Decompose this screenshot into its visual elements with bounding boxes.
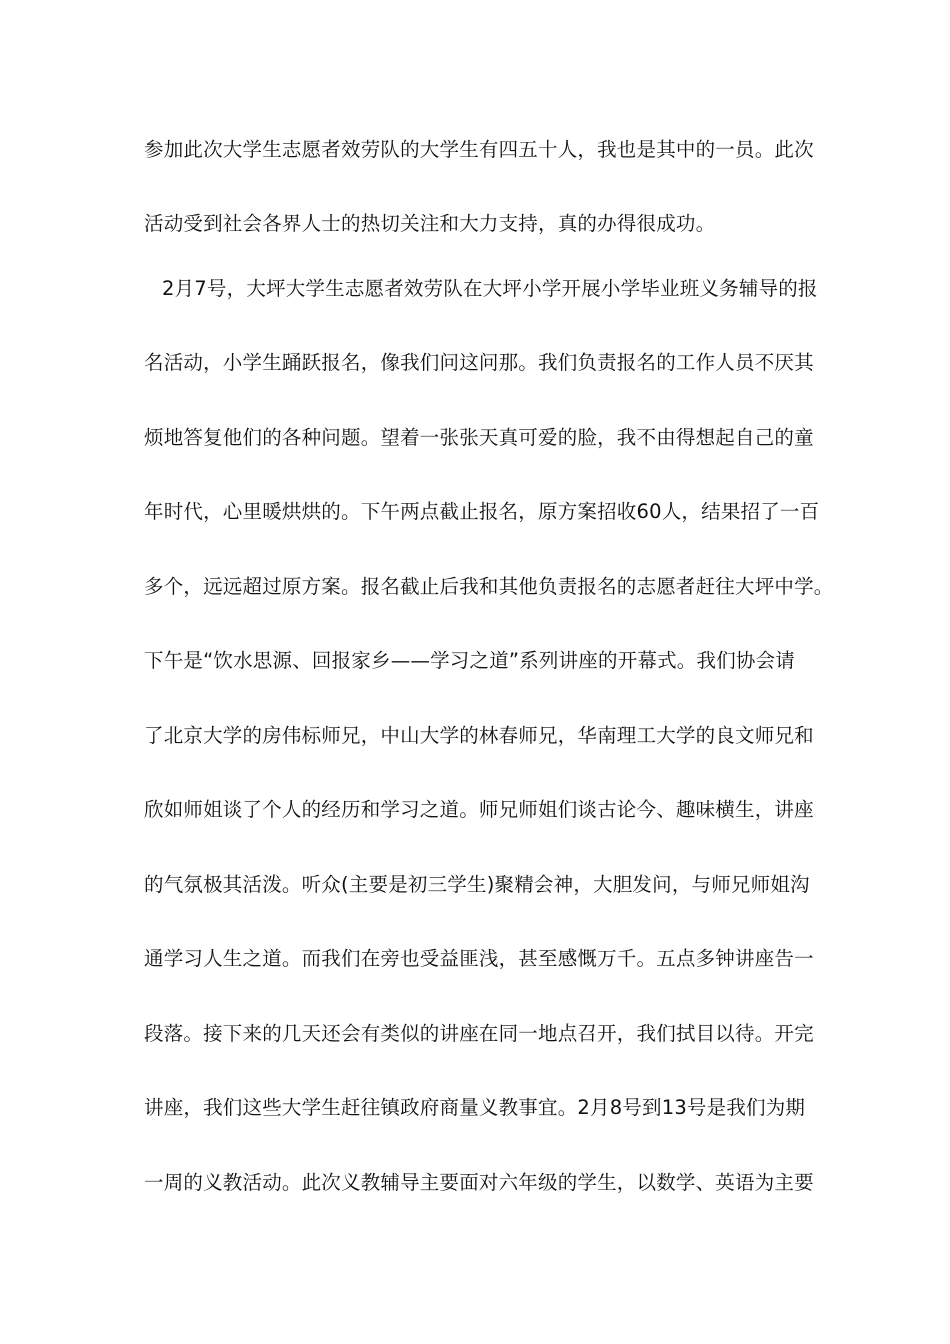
text-line: 了北京大学的房伟标师兄，中山大学的林春师兄，华南理工大学的良文师兄和 <box>144 724 814 747</box>
text-line: 下午是“饮水思源、回报家乡——学习之道”系列讲座的开幕式。我们协会请 <box>144 649 796 672</box>
text-line: 讲座，我们这些大学生赶往镇政府商量义教事宜。2月8号到13号是我们为期 <box>144 1096 806 1119</box>
text-line: 烦地答复他们的各种问题。望着一张张天真可爱的脸，我不由得想起自己的童 <box>144 426 814 449</box>
text-line: 年时代，心里暖烘烘的。下午两点截止报名，原方案招收60人，结果招了一百 <box>144 500 820 523</box>
text-line: 的气氛极其活泼。听众(主要是初三学生)聚精会神，大胆发问，与师兄师姐沟 <box>144 873 810 896</box>
paragraph-start-line: 2月7号，大坪大学生志愿者效劳队在大坪小学开展小学毕业班义务辅导的报 <box>162 277 818 300</box>
text-line: 通学习人生之道。而我们在旁也受益匪浅，甚至感慨万千。五点多钟讲座告一 <box>144 947 814 970</box>
text-line: 活动受到社会各界人士的热切关注和大力支持，真的办得很成功。 <box>144 212 716 235</box>
text-line: 名活动，小学生踊跃报名，像我们问这问那。我们负责报名的工作人员不厌其 <box>144 351 814 374</box>
text-line: 段落。接下来的几天还会有类似的讲座在同一地点召开，我们拭目以待。开完 <box>144 1022 814 1045</box>
text-line: 欣如师姐谈了个人的经历和学习之道。师兄师姐们谈古论今、趣味横生，讲座 <box>144 798 814 821</box>
text-line: 参加此次大学生志愿者效劳队的大学生有四五十人，我也是其中的一员。此次 <box>144 138 814 161</box>
text-line: 多个，远远超过原方案。报名截止后我和其他负责报名的志愿者赶往大坪中学。 <box>144 575 834 598</box>
text-line: 一周的义教活动。此次义教辅导主要面对六年级的学生，以数学、英语为主要 <box>144 1171 814 1194</box>
